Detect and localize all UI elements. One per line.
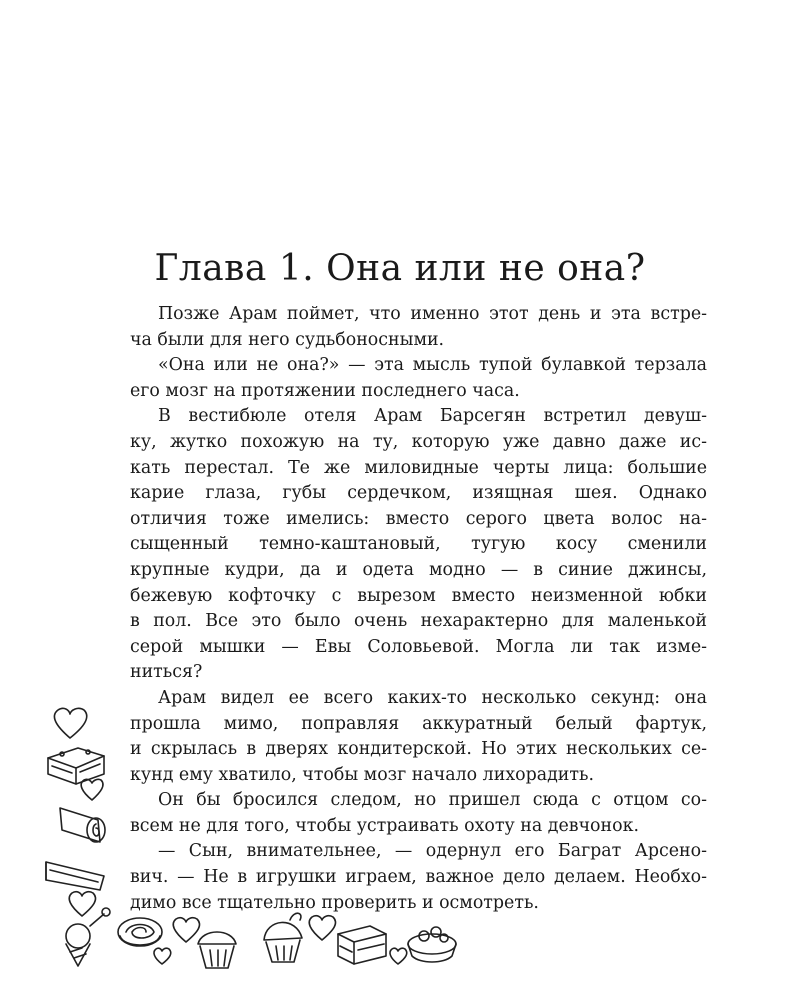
text-line: кунд ему хватило, чтобы мозг начало лихорадить. [130,764,595,785]
cinnamon-roll-icon [118,918,162,946]
text-line: отличия тоже имелись: вместо серого цвета волос на- [130,508,707,529]
cake-wedge-icon [46,862,104,890]
heart-icon [154,948,171,964]
heart-icon [173,918,199,942]
text-line: Позже Арам поймет, что именно этот день и эта встре- [158,304,707,324]
text-line: крупные кудри, да и одета модно — в синие джинсы, [130,559,707,580]
text-line: — Сын, внимательнее, — одернул его Баграт Арсено- [158,841,707,862]
text-line: бежевую кофточку с вырезом вместо неизменной юбки [130,585,707,606]
text-line: В вестибюле отеля Арам Барсегян встретил девуш- [158,406,707,427]
text-line: Арам видел ее всего каких-то несколько секунд: она [158,687,707,708]
chapter-title: Глава 1. Она или не она? [154,248,646,289]
cupcake-icon [264,913,302,962]
heart-icon [69,892,95,916]
cupcake-icon [198,932,236,968]
heart-icon [54,708,86,738]
paragraph [130,839,707,916]
text-line: ниться? [130,662,203,683]
heart-icon [81,779,103,800]
text-line: всем не для того, чтобы устраивать охоту на девчонок. [130,815,639,836]
text-line: Он бы бросился следом, но пришел сюда с отцом со- [158,790,707,811]
paragraph [130,788,707,839]
text-line: ча были для него судьбоносными. [130,329,445,350]
text-line: прошла мимо, поправляя аккуратный белый фартук, [130,713,707,734]
paragraph [130,686,707,788]
text-line: серой мышки — Евы Соловьевой. Могла ли так изме- [130,636,707,657]
heart-icon [309,916,335,940]
swiss-roll-icon [60,808,105,842]
layer-cake-icon [338,926,386,964]
tart-icon [408,927,456,962]
text-line: кать перестал. Те же миловидные черты лица: большие [130,457,707,478]
cake-slice-icon [48,748,104,784]
text-line: ку, жутко похожую на ту, которую уже давно даже ис- [130,431,707,452]
paragraph [130,302,707,353]
text-line: димо все тщательно проверить и осмотреть. [130,892,539,913]
text-line: сыщенный темно-каштановый, тугую косу сменили [130,534,707,555]
text-line: и скрылась в дверях кондитерской. Но этих нескольких се- [130,739,707,760]
text-line: вич. — Не в игрушки играем, важное дело делаем. Необхо- [130,867,707,888]
heart-icon [390,948,407,964]
paragraph [130,353,707,404]
ice-cream-icon [66,908,110,966]
paragraph [130,404,707,686]
text-line: его мозг на протяжении последнего часа. [130,380,520,401]
text-line: карие глаза, губы сердечком, изящная шея. Однако [130,483,707,504]
text-line: «Она или не она?» — эта мысль тупой булавкой терзала [158,355,707,376]
text-line: в пол. Все это было очень нехарактерно для маленькой [130,611,707,632]
text-body [130,302,707,916]
